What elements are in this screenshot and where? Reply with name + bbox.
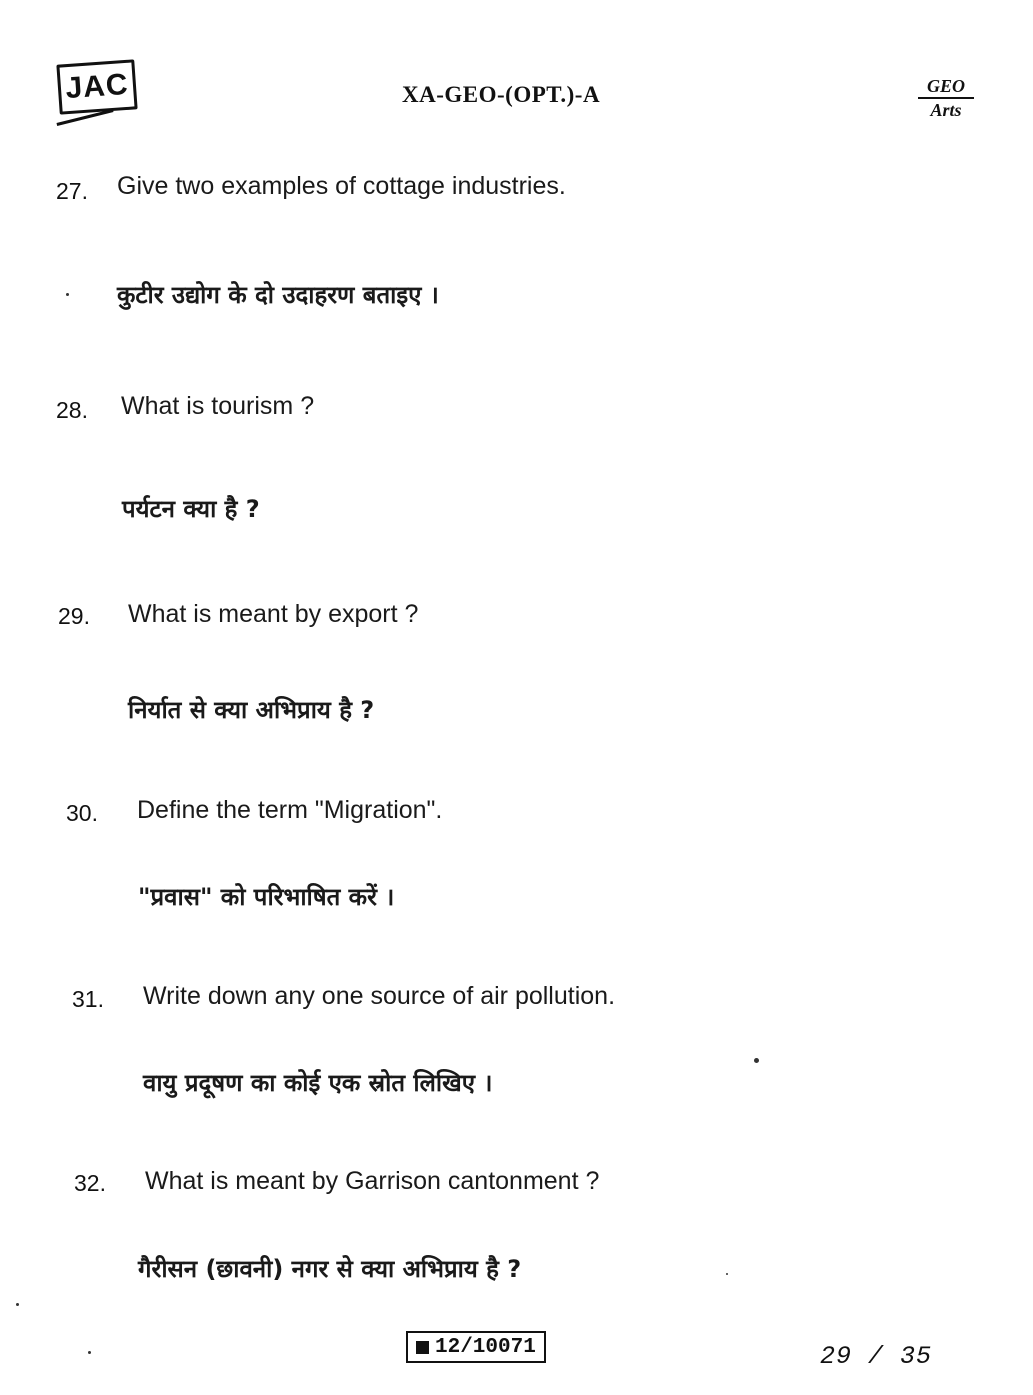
square-bullet-icon xyxy=(416,1341,429,1354)
booklet-code-box xyxy=(406,1331,546,1363)
question-text-english: Define the term "Migration". xyxy=(137,796,443,824)
subject-tag xyxy=(918,76,974,120)
question-text-english: What is tourism ? xyxy=(121,392,315,420)
question-text-hindi: निर्यात से क्या अभिप्राय है ? xyxy=(128,696,375,724)
question-text-hindi: कुटीर उद्योग के दो उदाहरण बताइए । xyxy=(117,281,439,309)
question-text-hindi: पर्यटन क्या है ? xyxy=(122,495,260,523)
question-text-english: What is meant by Garrison cantonment ? xyxy=(145,1167,600,1195)
stream-name: Arts xyxy=(930,100,962,120)
question-number: 28. xyxy=(56,397,88,423)
page-indicator: 29 / 35 xyxy=(820,1342,933,1371)
paper-code: XA-GEO-(OPT.)-A xyxy=(402,82,601,107)
question-text-hindi: वायु प्रदूषण का कोई एक स्रोत लिखिए । xyxy=(143,1069,493,1097)
question-number: 29. xyxy=(58,603,90,629)
scan-speck xyxy=(754,1058,759,1063)
question-number: 30. xyxy=(66,800,98,826)
scan-speck xyxy=(16,1303,19,1306)
scan-speck xyxy=(66,293,69,296)
question-text-english: What is meant by export ? xyxy=(128,600,419,628)
booklet-code: 12/10071 xyxy=(435,1335,536,1359)
subject-name: GEO xyxy=(918,76,974,99)
board-logo: JAC xyxy=(56,59,137,114)
question-number: 27. xyxy=(56,178,88,204)
question-text-hindi: गैरीसन (छावनी) नगर से क्या अभिप्राय है ? xyxy=(138,1255,522,1283)
scan-speck xyxy=(88,1351,91,1354)
question-number: 31. xyxy=(72,986,104,1012)
question-text-english: Give two examples of cottage industries. xyxy=(117,172,566,200)
scan-speck xyxy=(726,1273,728,1275)
question-text-hindi: "प्रवास" को परिभाषित करें । xyxy=(138,883,395,911)
question-number: 32. xyxy=(74,1170,106,1196)
question-text-english: Write down any one source of air pollution. xyxy=(143,982,616,1010)
